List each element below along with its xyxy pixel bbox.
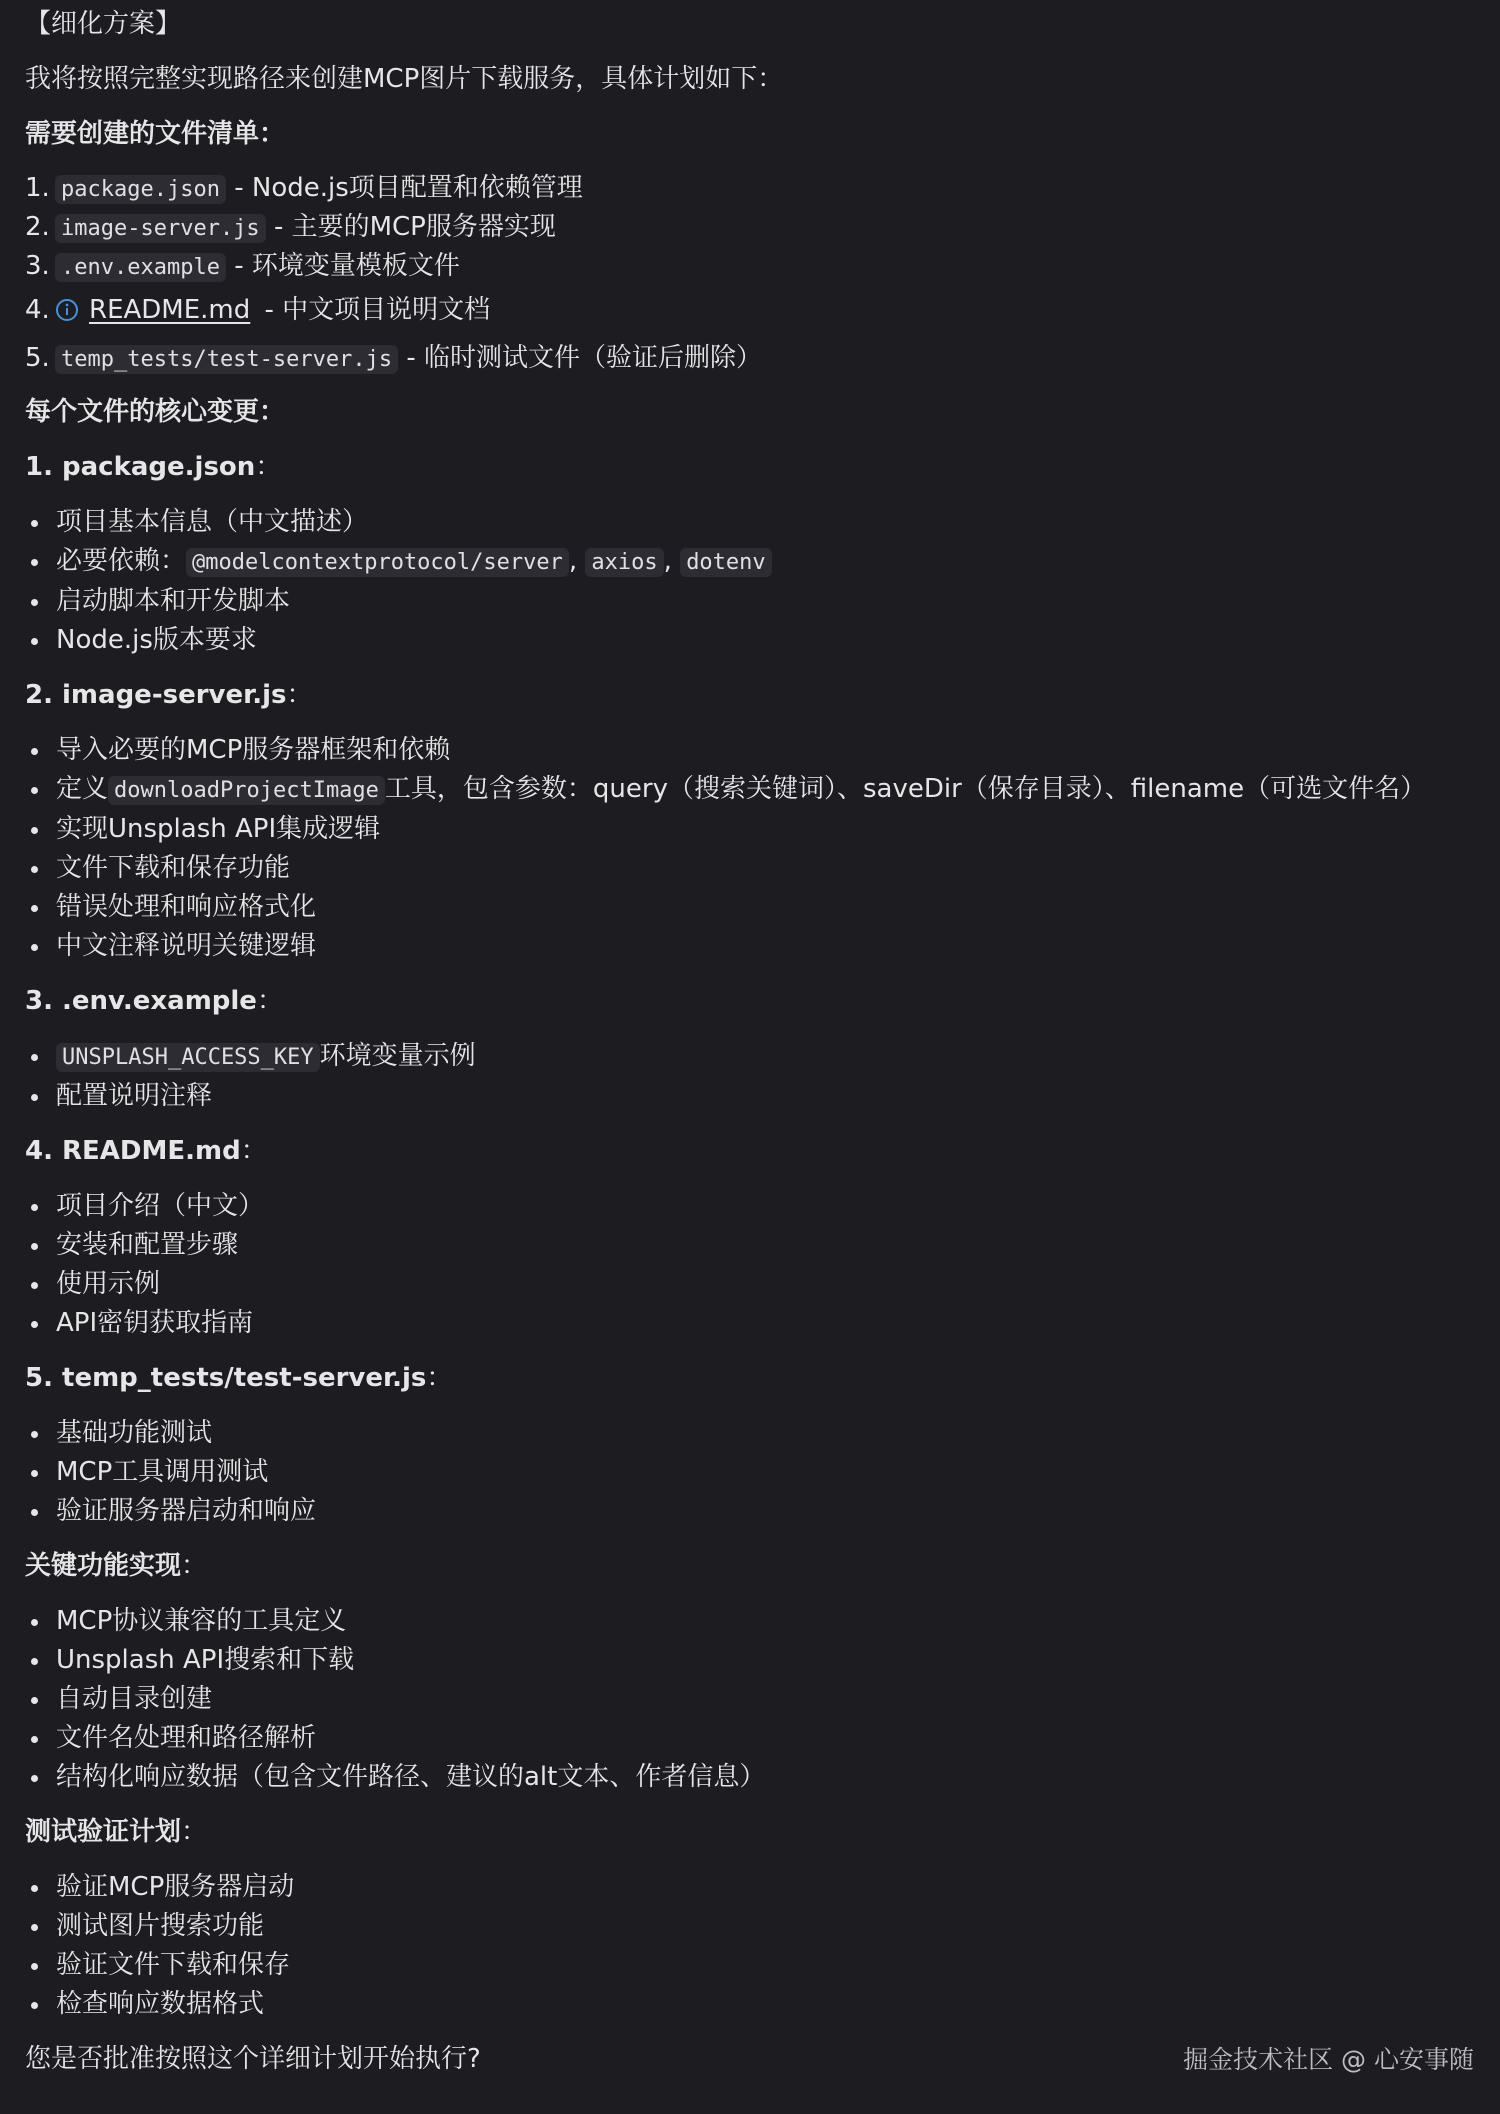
list-item: 3. .env.example - 环境变量模板文件 bbox=[25, 251, 460, 281]
list-item: Node.js版本要求 bbox=[25, 621, 1475, 660]
section-heading-test-plan: 测试验证计划： bbox=[25, 1817, 208, 1847]
list-item: 安装和配置步骤 bbox=[25, 1226, 1475, 1265]
list-item: 项目介绍（中文） bbox=[25, 1187, 1475, 1226]
list-item: 2. image-server.js - 主要的MCP服务器实现 bbox=[25, 212, 556, 242]
test-plan-list bbox=[25, 1868, 1475, 2024]
file-desc: - 主要的MCP服务器实现 bbox=[265, 212, 556, 242]
dependency-code: axios bbox=[585, 548, 663, 577]
list-item: 配置说明注释 bbox=[25, 1077, 1475, 1116]
intro-text: 我将按照完整实现路径来创建MCP图片下载服务，具体计划如下： bbox=[25, 64, 784, 94]
file-desc: - 临时测试文件（验证后删除） bbox=[398, 343, 763, 373]
list-item: 定义 downloadProjectImage 工具，包含参数：query（搜索关键词）、saveDir（保存目录）、filename（可选文件名） bbox=[25, 770, 1475, 810]
changes-heading: 每个文件的核心变更： bbox=[25, 397, 286, 427]
section-heading-key-features: 关键功能实现： bbox=[25, 1551, 208, 1581]
list-item: 导入必要的MCP服务器框架和依赖 bbox=[25, 731, 1475, 770]
package-json-list bbox=[25, 503, 1475, 660]
list-item: 自动目录创建 bbox=[25, 1680, 1475, 1719]
file-desc: - Node.js项目配置和依赖管理 bbox=[225, 173, 583, 203]
list-item: 错误处理和响应格式化 bbox=[25, 888, 1475, 927]
list-item: 验证文件下载和保存 bbox=[25, 1946, 1475, 1985]
file-name-code: image-server.js bbox=[55, 214, 266, 243]
dependency-code: @modelcontextprotocol/server bbox=[186, 548, 569, 577]
list-item: 结构化响应数据（包含文件路径、建议的alt文本、作者信息） bbox=[25, 1758, 1475, 1797]
info-circle-icon[interactable] bbox=[55, 295, 79, 334]
key-features-list bbox=[25, 1602, 1475, 1797]
list-item: 项目基本信息（中文描述） bbox=[25, 503, 1475, 542]
list-item: 文件名处理和路径解析 bbox=[25, 1719, 1475, 1758]
chat-message bbox=[25, 0, 1475, 2079]
file-desc: - 环境变量模板文件 bbox=[225, 251, 460, 281]
env-var-code: UNSPLASH_ACCESS_KEY bbox=[56, 1043, 320, 1072]
readme-link[interactable]: README.md bbox=[89, 295, 251, 325]
test-server-list bbox=[25, 1414, 1475, 1531]
list-item: 验证MCP服务器启动 bbox=[25, 1868, 1475, 1907]
list-item: Unsplash API搜索和下载 bbox=[25, 1641, 1475, 1680]
section-heading-readme: 4. README.md： bbox=[25, 1136, 267, 1166]
file-name-code: .env.example bbox=[55, 253, 226, 282]
file-list bbox=[25, 169, 1475, 378]
message-title: 【细化方案】 bbox=[25, 9, 182, 39]
list-item: MCP协议兼容的工具定义 bbox=[25, 1602, 1475, 1641]
dependency-code: dotenv bbox=[680, 548, 771, 577]
list-item: 验证服务器启动和响应 bbox=[25, 1492, 1475, 1531]
list-item: 检查响应数据格式 bbox=[25, 1985, 1475, 2024]
list-item: 5. temp_tests/test-server.js - 临时测试文件（验证后删除） bbox=[25, 343, 763, 373]
list-item: 必要依赖： @modelcontextprotocol/server , axios , dotenv bbox=[25, 542, 1475, 582]
image-server-list bbox=[25, 731, 1475, 966]
readme-list bbox=[25, 1187, 1475, 1343]
section-heading-test-server: 5. temp_tests/test-server.js： bbox=[25, 1363, 453, 1393]
list-item: 中文注释说明关键逻辑 bbox=[25, 927, 1475, 966]
tool-name-code: downloadProjectImage bbox=[108, 776, 385, 805]
watermark: 掘金技术社区 @ 心安事随 bbox=[1183, 2045, 1474, 2074]
env-example-list bbox=[25, 1037, 1475, 1116]
file-name-code: package.json bbox=[55, 175, 226, 204]
list-item: 基础功能测试 bbox=[25, 1414, 1475, 1453]
section-heading-image-server: 2. image-server.js： bbox=[25, 680, 313, 710]
list-item: 4. README.md - 中文项目说明文档 bbox=[25, 291, 1475, 330]
list-item: 实现Unsplash API集成逻辑 bbox=[25, 810, 1475, 849]
section-heading-env-example: 3. .env.example： bbox=[25, 986, 283, 1016]
list-item: 启动脚本和开发脚本 bbox=[25, 582, 1475, 621]
section-heading-package-json: 1. package.json： bbox=[25, 452, 282, 482]
approval-question: 您是否批准按照这个详细计划开始执行? bbox=[25, 2044, 481, 2074]
file-name-code: temp_tests/test-server.js bbox=[55, 345, 398, 374]
list-item: 使用示例 bbox=[25, 1265, 1475, 1304]
list-item: API密钥获取指南 bbox=[25, 1304, 1475, 1343]
list-item: 文件下载和保存功能 bbox=[25, 849, 1475, 888]
list-item: MCP工具调用测试 bbox=[25, 1453, 1475, 1492]
list-item: 1. package.json - Node.js项目配置和依赖管理 bbox=[25, 173, 583, 203]
files-heading: 需要创建的文件清单： bbox=[25, 119, 286, 149]
footer-row bbox=[25, 2040, 1475, 2079]
list-item: UNSPLASH_ACCESS_KEY 环境变量示例 bbox=[25, 1037, 1475, 1077]
file-desc: - 中文项目说明文档 bbox=[256, 295, 491, 325]
list-item: 测试图片搜索功能 bbox=[25, 1907, 1475, 1946]
